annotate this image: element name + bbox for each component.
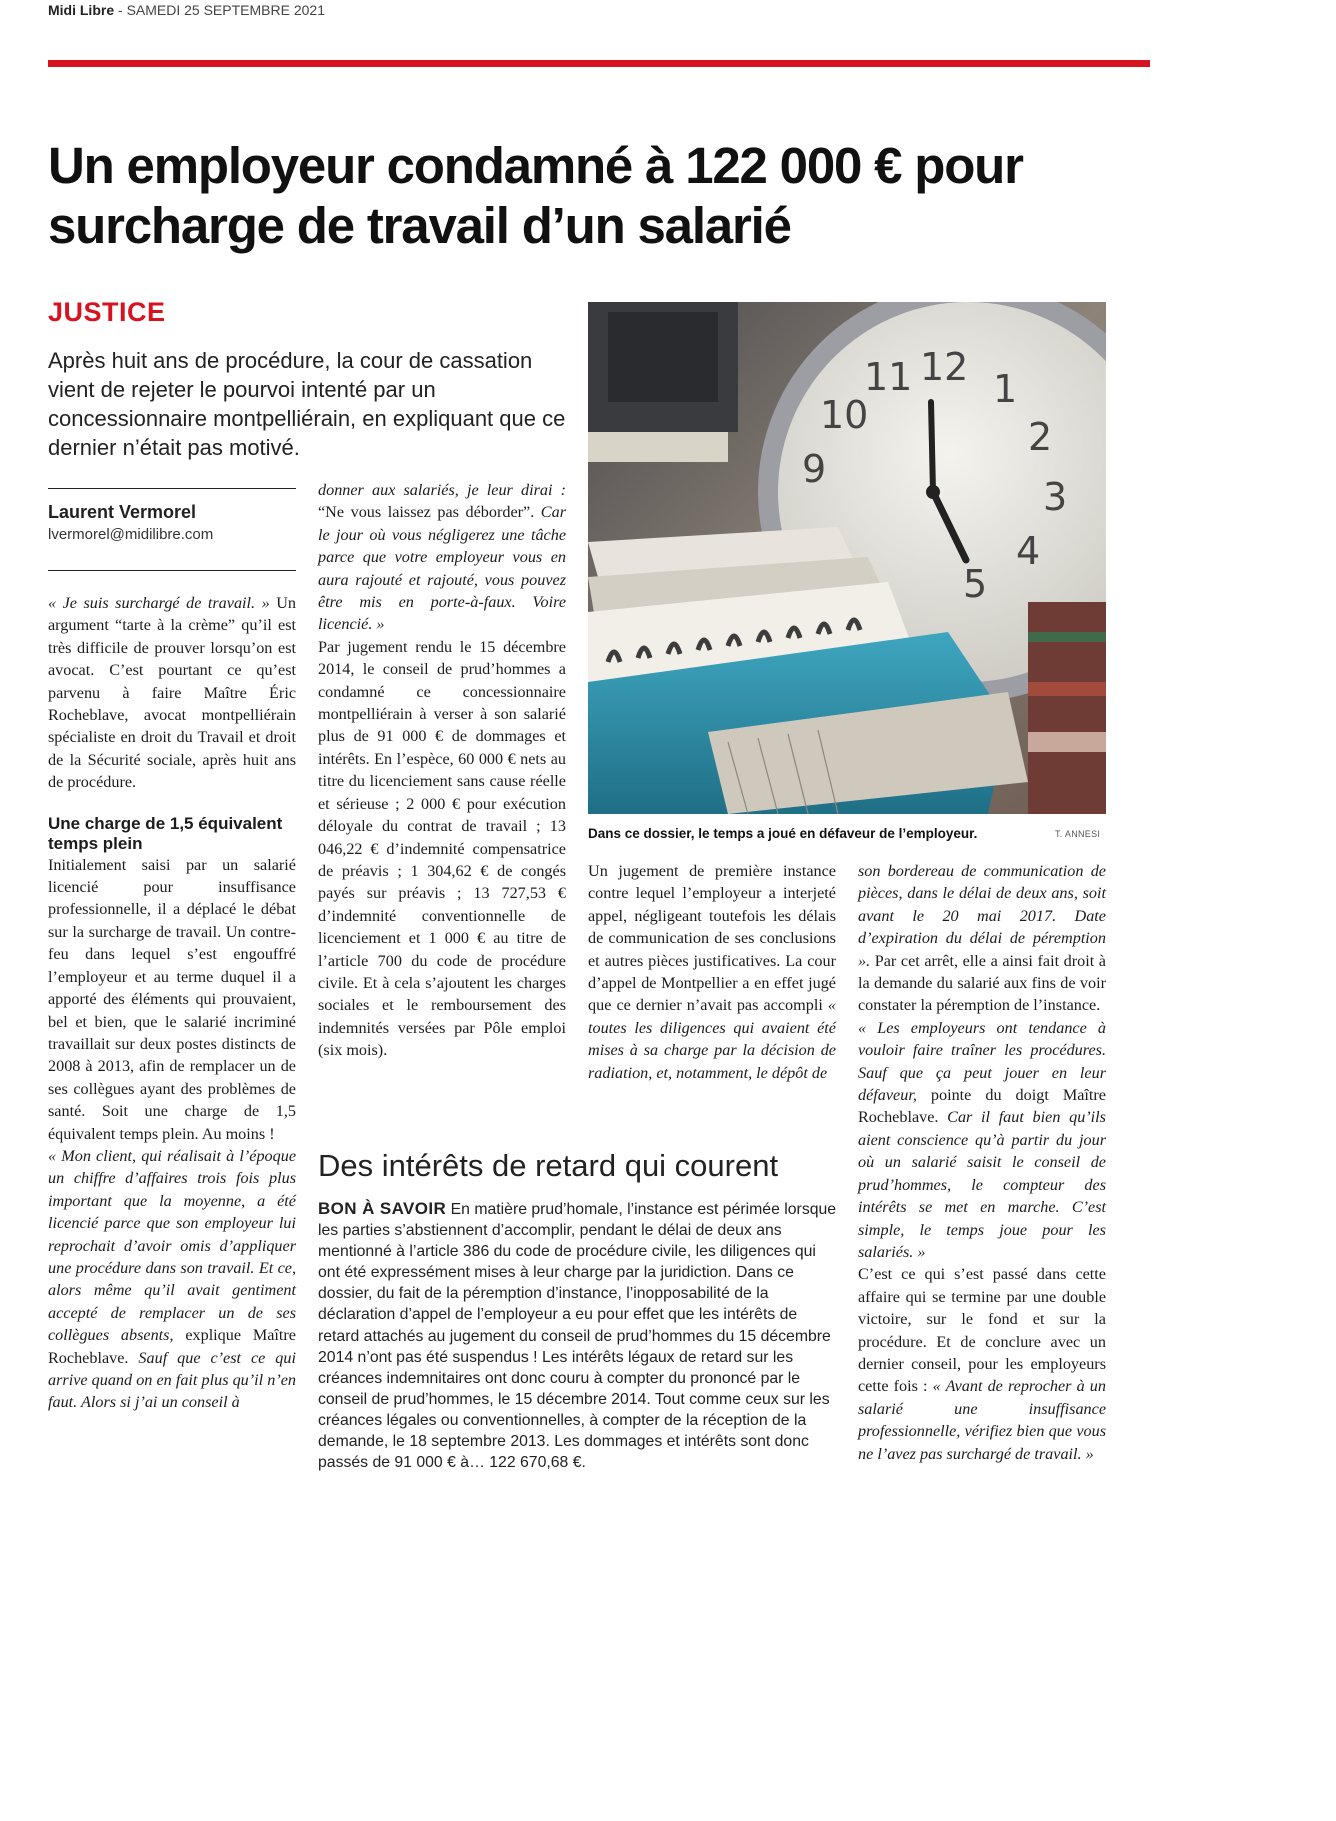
article-column-4 [858,860,1106,1465]
clock-number: 4 [1016,529,1041,573]
article-paragraph [858,1263,1106,1465]
article-paragraph [48,592,296,794]
paragraph-text: Par cet arrêt, elle a ainsi fait droit à la demande du salarié aux fins de voir constater la péremption de l’instance. [858,951,1106,1015]
quote-inner: “Ne vous laissez pas déborder”. [318,503,541,522]
photo-caption: Dans ce dossier, le temps a joué en défaveur de l’employeur. [588,826,978,841]
clock-and-binders-illustration [588,302,1106,814]
author-bottom-rule [48,570,296,571]
clock-minute-hand [931,402,933,492]
quote-text: « toutes les diligences qui avaient été mises à sa charge par la décision de radiation, et, notamment, le dépôt de [588,996,836,1082]
author-top-rule [48,488,296,489]
quote-text: Car il faut bien qu’ils aient conscience qu’à partir du jour où un salarié saisit le conseil de prud’hommes, le compteur des intérêts se met en marche. C’est simple, le temps joue pour les salariés. » [858,1108,1106,1261]
section-kicker: JUSTICE [48,297,166,327]
issue-date: - SAMEDI 25 SEPTEMBRE 2021 [114,2,325,18]
article-column-3 [588,860,836,1084]
box-label: BON À SAVOIR [318,1199,447,1218]
quote-text: « Mon client, qui réalisait à l’époque un chiffre d’affaires trois fois plus important que la moyenne, a été licencié parce que son employeur lui reprochait d’avoir omis d’appliquer une procédure dans son travail. Et ce, alors même qu’il avait gentiment accepté de remplacer un de ses collègues absents, [48,1146,296,1345]
clock-number: 12 [920,345,969,389]
author-email[interactable]: lvermorel@midilibre.com [48,526,214,543]
quote-attribution: pointe du doigt Maître Rocheblave. [858,1086,1106,1127]
author-name: Laurent Vermorel [48,502,197,522]
article-paragraph [588,860,836,1084]
quote-text: son bordereau de communication de pièces, dans le délai de deux ans, soit avant le 20 mai 2017. Date d’expiration du délai de péremption ». [858,862,1106,970]
quote-text: Car le jour où vous négligerez une tâche parce que votre employeur vous en aura rajouté et rajouté, vous pouvez être mis en porte-à-faux. Voire licencié. » [318,503,566,634]
article-paragraph [858,1017,1106,1263]
box-title: Des intérêts de retard qui courent [318,1148,779,1183]
box-body [318,1198,838,1473]
clock-number: 9 [802,447,827,491]
quote-text: « Avant de reprocher à un salarié une insuffisance professionnelle, vérifiez bien que vous ne l’avez pas surchargé de travail. » [858,1377,1106,1463]
clock-number: 1 [993,367,1018,411]
red-rule [48,60,1150,67]
quote-text: donner aux salariés, je leur dirai : [318,481,566,499]
newspaper-name: Midi Libre [48,2,115,18]
page-header [48,2,325,18]
paragraph-text: Un jugement de première instance contre lequel l’employeur a interjeté appel, négligeant toutefois les délais de communication de ses conclusions et autres pièces justificatives. La cour d’appel de Montpellier a en effet jugé que ce dernier n’avait pas accompli [588,862,836,1015]
article-paragraph: Initialement saisi par un salarié licencié pour insuffisance professionnelle, il a déplacé le débat sur la surcharge de travail. Un contre-feu dans lequel s’est engouffré l’employeur et au terme duquel il a apporté des éléments qui prouvaient, bel et bien, que le salarié incriminé travaillait sur deux postes distincts de 2008 à 2013, afin de remplacer un de ses collègues ayant des problèmes de santé. Soit une charge de 1,5 équivalent temps plein. Au moins ! [48,855,296,1143]
quote-text: Sauf que c’est ce qui arrive quand on en fait plus qu’il n’en faut. Alors si j’ai un conseil à [48,1348,296,1412]
paragraph-text: C’est ce qui s’est passé dans cette affaire qui se termine par une double victoire, sur le fond et sur la procédure. Et de conclure avec un dernier conseil, pour les employeurs cette fois : [858,1265,1106,1396]
article-photo [588,302,1106,814]
box-text: En matière prud’homale, l’instance est périmée lorsque les parties s’abstiennent d’accomplir, pendant le délai de deux ans mentionné à l’article 386 du code de procédure civile, les diligences qui ont été expressément mises à leur charge par la juridiction. Dans ce dossier, du fait de la péremption d’instance, l’inopposabilité de la déclaration d’appel de l’employeur a eu pour effet que les intérêts de retard attachés au jugement du conseil de prud’hommes du 15 décembre 2014 n’ont pas été suspendus ! Les intérêts légaux de retard sur les créances indemnitaires ont donc couru à compter du prononcé par le conseil de prud’hommes, le 15 décembre 2014. Tout comme ceux sur les créances légales ou conventionnelles, à compter de la réception de la demande, le 18 septembre 2013. Les dommages et intérêts sont donc passés de 91 000 € à… 122 670,68 €. [318,1201,837,1472]
article-paragraph [48,1145,296,1414]
clock-number: 11 [864,355,913,399]
quote-attribution: explique Maître Rocheblave. [48,1326,296,1367]
article-subhead: Une charge de 1,5 équivalent temps plein [48,813,283,853]
headline: Un employeur condamné à 122 000 € pour surcharge de travail d’un salarié [48,137,1023,254]
lead-paragraph: Après huit ans de procédure, la cour de cassation vient de rejeter le pourvoi intenté par un concessionnaire montpelliérain, en expliquant que ce dernier n’était pas motivé. [48,348,566,460]
quote-text: « Les employeurs ont tendance à vouloir faire traîner les procédures. Sauf que ça peut jouer en leur défaveur, [858,1018,1106,1105]
article-column-2 [318,479,566,1062]
photo-credit: T. ANNESI [1055,829,1101,839]
clock-number: 5 [963,562,988,606]
paragraph-text: Un argument “tarte à la crème” qu’il est très difficile de prouver lorsqu’on est avocat. C’est pourtant ce qu’est parvenu à faire Maître Éric Rocheblave, avocat montpelliérain spécialiste en droit du Travail et droit de la Sécurité sociale, après huit ans de procédure. [48,594,297,792]
article-paragraph [858,860,1106,1017]
article-paragraph [318,479,566,636]
clock-number: 2 [1028,415,1053,459]
quote-text: « Je suis surchargé de travail. » [48,594,270,612]
article-paragraph: Par jugement rendu le 15 décembre 2014, le conseil de prud’hommes a condamné ce concessionnaire montpelliérain à verser à son salarié plus de 91 000 € de dommages et intérêts. En l’espèce, 60 000 € nets au titre du licenciement sans cause réelle et sérieuse ; 2 000 € pour exécution déloyale du contrat de travail ; 13 046,22 € d’indemnité compensatrice de préavis ; 1 304,62 € de congés payés sur préavis ; 13 727,53 € d’indemnité conventionnelle de licenciement et 1 000 € au titre de l’article 700 du code de procédure civile. Et à cela s’ajoutent les charges sociales et le remboursement des indemnités versées par Pôle emploi (six mois). [318,637,566,1060]
clock-number: 3 [1043,475,1068,519]
article-column-1 [48,592,296,1414]
clock-number: 10 [820,393,869,437]
